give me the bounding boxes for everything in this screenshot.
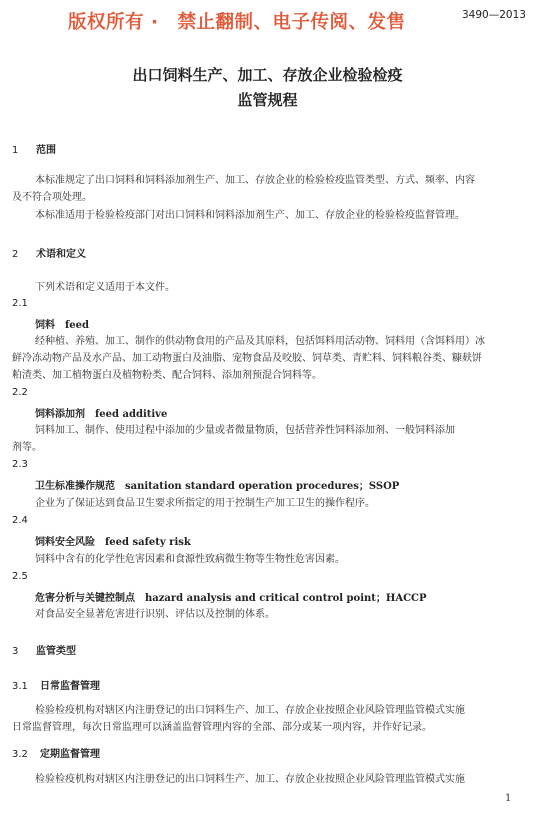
- term-title: [35, 316, 89, 331]
- paragraph: 粕渣类、加工植物蛋白及植物粉类、配合饲料、添加剂预混合饲料等。: [12, 370, 322, 381]
- paragraph: 饲料加工、制作、使用过程中添加的少量或者微量物质，包括营养性饲料添加剂、一般饲料添加: [35, 425, 455, 436]
- paragraph: 下列术语和定义适用于本文件。: [35, 282, 175, 293]
- paragraph: 经种植、养殖、加工、制作的供动物食用的产品及其原料，包括饵料用活动物、饲料用（含饵料用）冰: [35, 336, 485, 347]
- paragraph: 企业为了保证达到食品卫生要求所指定的用于控制生产加工卫生的操作程序。: [35, 498, 375, 509]
- term-title: [35, 589, 427, 604]
- paragraph: 及不符合项处理。: [12, 192, 92, 203]
- section-number: 3: [12, 646, 19, 657]
- term-title: [35, 405, 167, 420]
- paragraph: 剂等。: [12, 442, 42, 453]
- paragraph: 对食品安全显著危害进行识别、评估以及控制的体系。: [35, 609, 275, 620]
- term-number: 2.1: [12, 298, 28, 309]
- section-number: 2: [12, 249, 19, 260]
- term-title: [35, 533, 191, 548]
- paragraph: 检验检疫机构对辖区内注册登记的出口饲料生产、加工、存放企业按照企业风险管理监管模式实施: [35, 774, 465, 785]
- term-number: 2.2: [12, 387, 28, 398]
- paragraph: 饲料中含有的化学性危害因素和食源性致病微生物等生物性危害因素。: [35, 554, 345, 565]
- paragraph: 检验检疫机构对辖区内注册登记的出口饲料生产、加工、存放企业按照企业风险管理监管模式实施: [35, 705, 465, 716]
- term-number: 2.3: [12, 459, 28, 470]
- copyright-watermark: 版权所有 · 禁止翻制、电子传阅、发售: [68, 12, 406, 33]
- term-number: 2.5: [12, 571, 28, 582]
- section-title: 定期监督管理: [40, 749, 100, 760]
- section-number: 1: [12, 145, 19, 156]
- paragraph: 日常监督管理，每次日常监理可以涵盖监督管理内容的全部、部分或某一项内容，并作好记录。: [12, 722, 432, 733]
- paragraph: 本标准规定了出口饲料和饲料添加剂生产、加工、存放企业的检验检疫监管类型、方式、频率、内容: [35, 175, 475, 186]
- term-cn: 卫生标准操作规范: [35, 481, 115, 492]
- section-number: 3.2: [12, 749, 28, 760]
- standard-number: 3490—2013: [462, 9, 526, 21]
- term-cn: 危害分析与关键控制点: [35, 593, 135, 604]
- section-1-heading: [12, 141, 56, 156]
- term-cn: 饲料添加剂: [35, 409, 85, 420]
- paragraph: 鲜冷冻动物产品及水产品、加工动物蛋白及油脂、宠物食品及咬胶、饲草类、青贮料、饲料粮谷类、糠麸饼: [12, 353, 482, 364]
- subsection-3-2-heading: [12, 745, 100, 760]
- subsection-3-1-heading: [12, 677, 100, 692]
- section-title: 监管类型: [36, 646, 76, 657]
- term-en: feed safety risk: [105, 537, 191, 548]
- page-number: 1: [505, 793, 512, 804]
- doc-title-line2: 监管规程: [237, 91, 298, 109]
- term-title: [35, 477, 399, 492]
- section-number: 3.1: [12, 681, 28, 692]
- section-3-heading: [12, 642, 76, 657]
- term-cn: 饲料: [35, 320, 55, 331]
- term-en: feed: [65, 320, 90, 331]
- term-en: hazard analysis and critical control point；HACCP: [145, 593, 427, 604]
- section-title: 术语和定义: [36, 249, 86, 260]
- term-number: 2.4: [12, 515, 28, 526]
- term-cn: 饲料安全风险: [35, 537, 95, 548]
- doc-title-line1: 出口饲料生产、加工、存放企业检验检疫: [132, 66, 403, 84]
- term-en: feed additive: [95, 409, 168, 420]
- section-2-heading: [12, 245, 86, 260]
- term-en: sanitation standard operation procedures；SSOP: [125, 481, 400, 492]
- section-title: 范围: [36, 145, 56, 156]
- paragraph: 本标准适用于检验检疫部门对出口饲料和饲料添加剂生产、加工、存放企业的检验检疫监督管理。: [35, 210, 465, 221]
- section-title: 日常监督管理: [40, 681, 100, 692]
